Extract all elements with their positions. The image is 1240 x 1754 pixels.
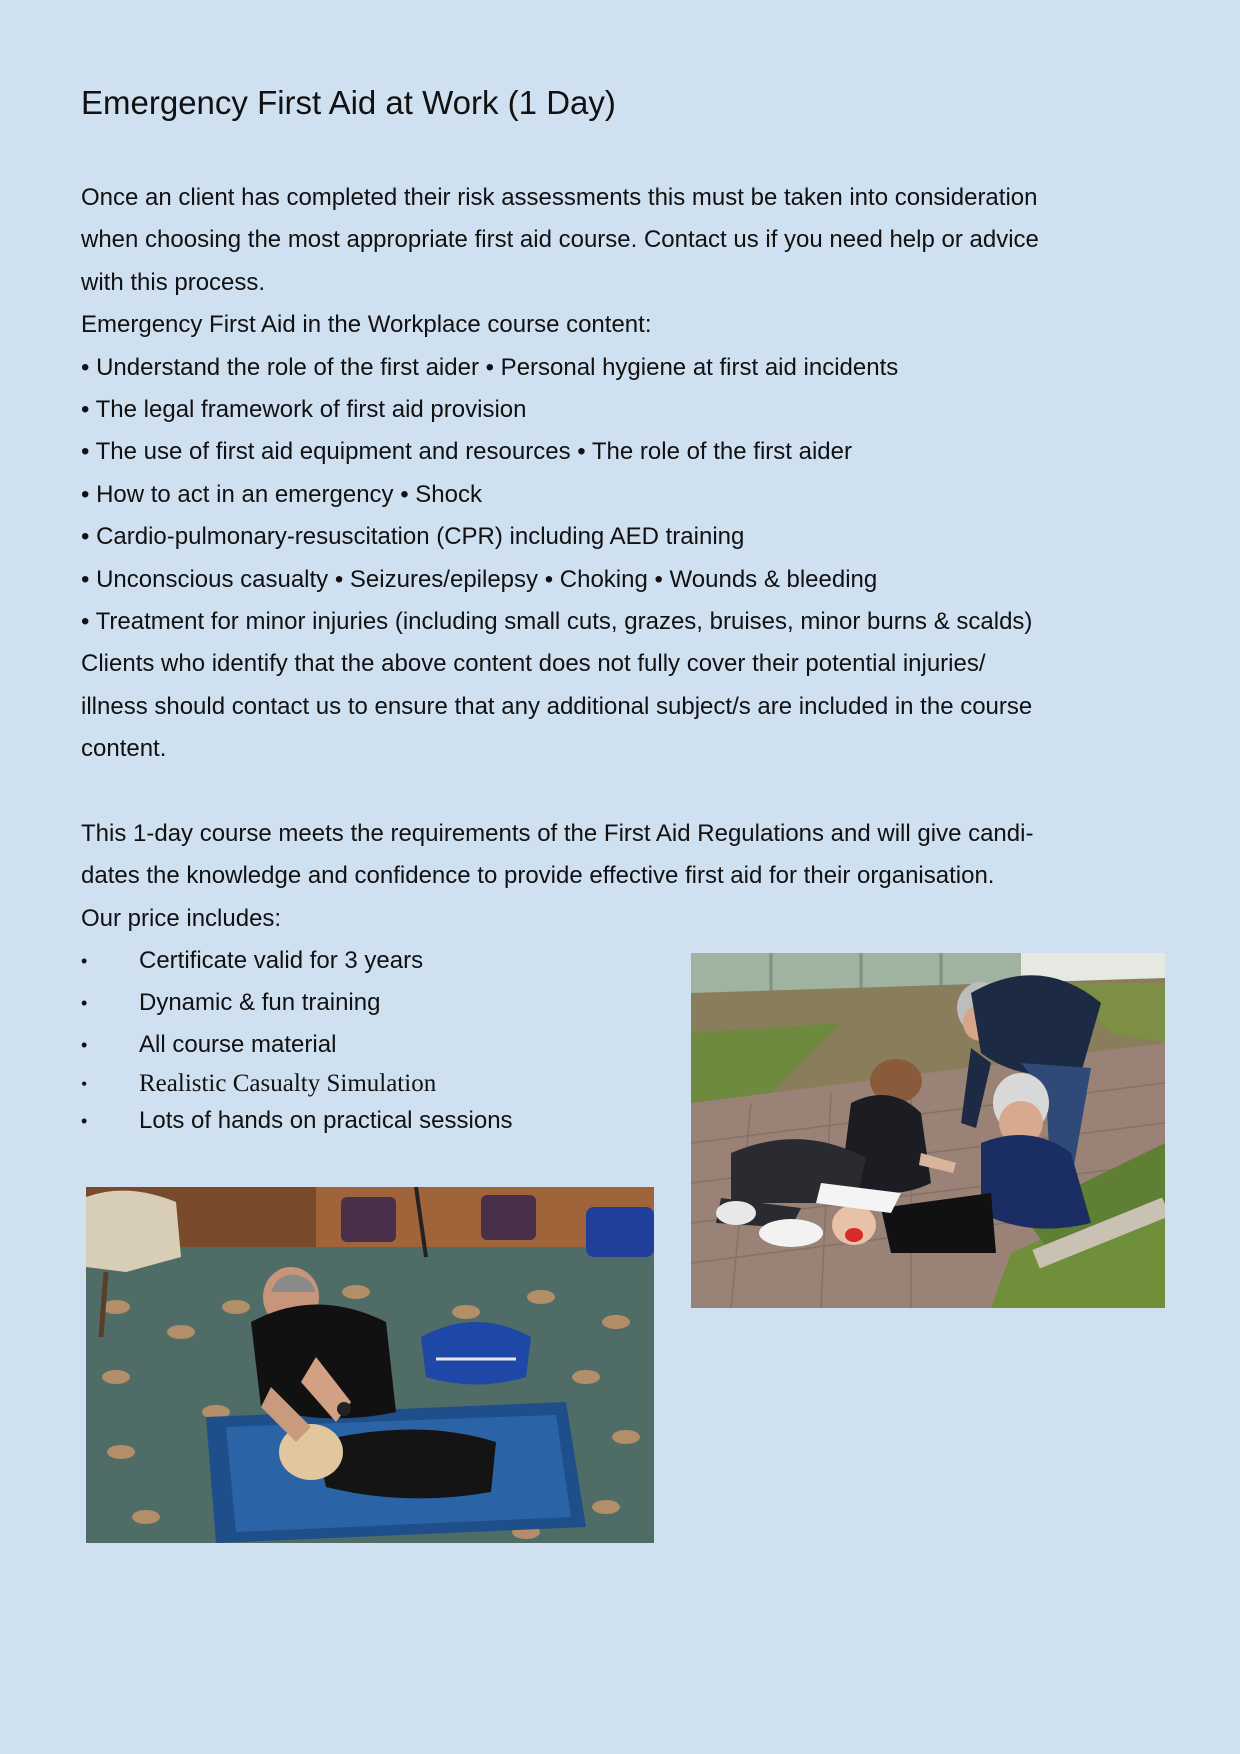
bullet: • [81, 993, 88, 1013]
content-line: • The legal framework of first aid provision [81, 396, 527, 424]
intro-line: with this process. [81, 268, 266, 296]
course-line: This 1-day course meets the requirements of the First Aid Regulations and will give candi- [81, 819, 1034, 847]
intro-line: when choosing the most appropriate first aid course. Contact us if you need help or advice [81, 226, 1039, 254]
bullet: • [81, 951, 88, 971]
price-includes-list [81, 940, 513, 1140]
list-item: • Lots of hands on practical sessions [81, 1102, 513, 1140]
price-intro: Our price includes: [81, 904, 282, 932]
course-line: dates the knowledge and confidence to provide effective first aid for their organisation. [81, 862, 995, 890]
content-line: • Unconscious casualty • Seizures/epilepsy • Choking • Wounds & bleeding [81, 565, 878, 593]
bullet: • [81, 1074, 88, 1094]
bullet: • [81, 1035, 88, 1055]
content-line: • How to act in an emergency • Shock [81, 480, 482, 508]
page-title: Emergency First Aid at Work (1 Day) [81, 84, 616, 121]
list-item: • Realistic Casualty Simulation [81, 1066, 513, 1102]
content-intro: Emergency First Aid in the Workplace course content: [81, 311, 652, 339]
content-line: • The use of first aid equipment and resources • The role of the first aider [81, 438, 852, 466]
list-item: • All course material [81, 1024, 513, 1066]
course-description [81, 177, 1171, 940]
intro-line: Once an client has completed their risk assessments this must be taken into consideration [81, 184, 1038, 211]
clients-line: Clients who identify that the above content does not fully cover their potential injuries/ [81, 650, 986, 678]
content-line: • Treatment for minor injuries (including small cuts, grazes, bruises, minor burns & scalds) [81, 608, 1033, 636]
cpr-training-photo [86, 1187, 654, 1543]
clients-line: content. [81, 735, 167, 763]
list-item: • Dynamic & fun training [81, 982, 513, 1024]
outdoor-training-photo [691, 953, 1165, 1308]
bullet: • [81, 1111, 88, 1131]
clients-line: illness should contact us to ensure that any additional subject/s are included in the course [81, 692, 1033, 720]
list-item: • Certificate valid for 3 years [81, 940, 513, 982]
paragraph-gap [81, 771, 1171, 813]
content-line: • Understand the role of the first aider • Personal hygiene at first aid incidents [81, 353, 899, 381]
content-line: • Cardio-pulmonary-resuscitation (CPR) including AED training [81, 523, 745, 551]
